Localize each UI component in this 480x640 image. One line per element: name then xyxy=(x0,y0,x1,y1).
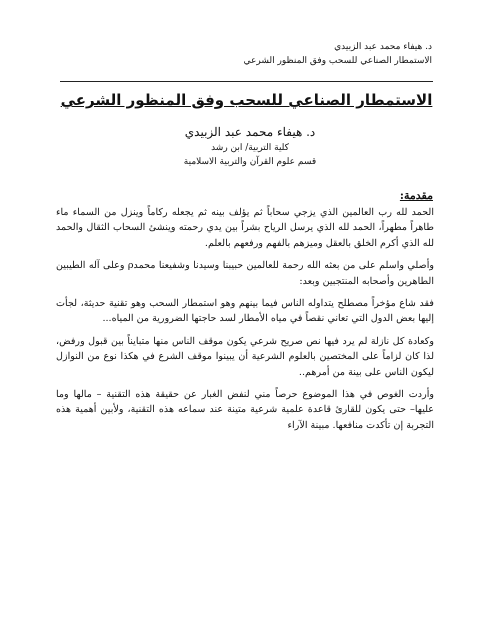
section-heading-introduction: مقدمة: xyxy=(399,189,433,202)
author-block xyxy=(150,124,350,169)
author-department: قسم علوم القرآن والتربية الاسلامية xyxy=(183,157,317,167)
document-title: الاستمطار الصناعي للسحب وفق المنظور الشرعي xyxy=(60,91,433,109)
paragraph: وكعادة كل نازلة لم يرد فيها نص صريح شرعي يكون موقف الناس منها متبايناً بين قبول ورفض، لذا كان لزاماً على المختصين بالعلوم الشرعية أن يبينوا موقف الشرع في هكذا نوع من النوازل ليكون الناس على بينة من أمرهم.. xyxy=(56,335,434,378)
paragraph: وأصلي واسلم على من بعثه الله رحمة للعالمين حبيبنا وسيدنا وشفيعنا محمدρ وعلى آله الطيبين الطاهرين وأصحابه المنتجبين وبعد: xyxy=(56,260,435,287)
body-text xyxy=(56,205,434,440)
running-header xyxy=(236,40,432,68)
paragraph: الحمد لله رب العالمين الذي يزجي سحاباً ثم يؤلف بينه ثم يجعله ركاماً وينزل من السماء ماء طاهراً مطهراً، الحمد لله الذي يرسل الرياح بشراً بين يدي رحمته وينشئ السحاب الثقال والحمد لله الذي أكرم الخلق بالعقل وميزهم بالفهم ورفعهم بالعلم. xyxy=(56,207,434,249)
running-header-title: الاستمطار الصناعي للسحب وفق المنظور الشرعي xyxy=(243,56,432,66)
header-divider xyxy=(60,81,433,82)
author-name: د. هيفاء محمد عبد الزبيدي xyxy=(184,125,316,139)
author-college: كلية التربية/ ابن رشد xyxy=(211,143,289,153)
paragraph: فقد شاع مؤخراً مصطلح يتداوله الناس فيما بينهم وهو استمطار السحب وهو تقنية حديثة، لجأت إليها بعض الدول التي تعاني نقصاً في مياه الأمطار لسد حاجتها الضرورية من المياه... xyxy=(56,298,434,325)
running-header-author: د. هيفاء محمد عبد الزبيدي xyxy=(334,42,432,52)
paragraph: وأردت الغوص في هذا الموضوع حرصاً مني لنفض الغبار عن حقيقة هذه التقنية – مالها وما عليها– حتى يكون للقارئ قاعدة علمية شرعية متينة عند سماعه هذه التقنية، ولأبين أهمية هذه التجربة إن تأكدت منافعها. مبينة الآراء xyxy=(56,389,434,431)
